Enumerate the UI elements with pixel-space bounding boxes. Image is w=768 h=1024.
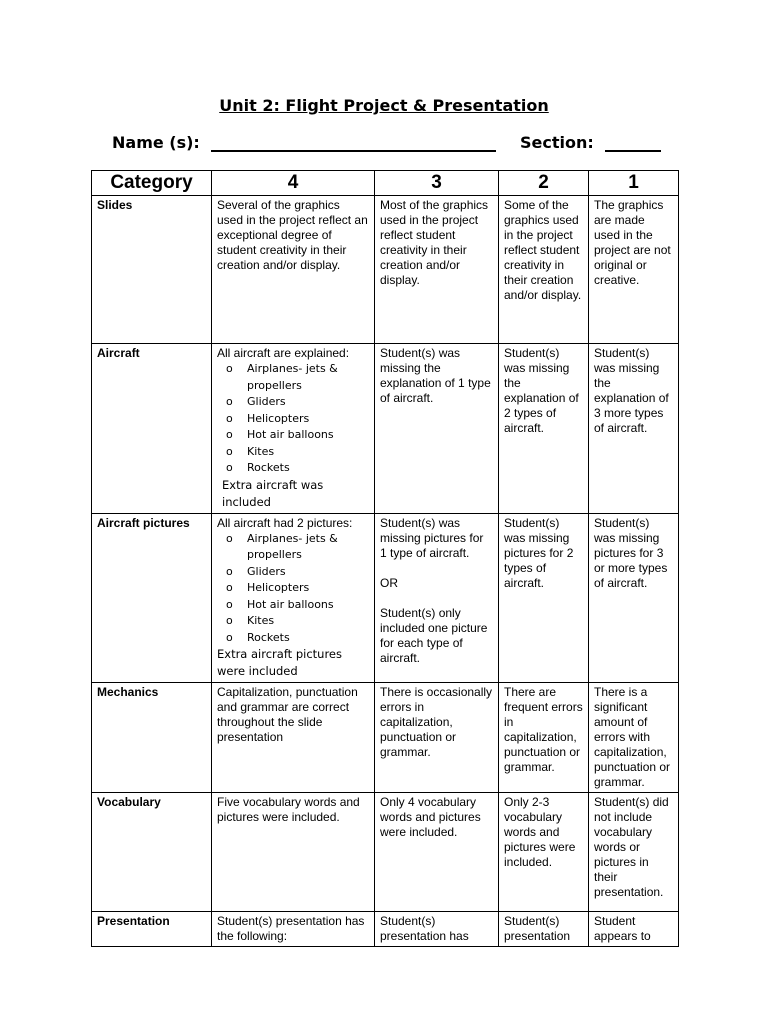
aircraft-extra: Extra aircraft was included <box>222 477 324 509</box>
aircraft-pictures-extra: Extra aircraft pictures were included <box>217 647 342 678</box>
vocabulary-score-1: Student(s) did not include vocabulary words or pictures in their presentation. <box>589 793 679 912</box>
category-aircraft: Aircraft <box>92 344 212 514</box>
presentation-score-2: Student(s) presentation <box>499 912 589 947</box>
aircraft-pictures-score-1: Student(s) was missing pictures for 3 or more types of aircraft. <box>589 513 679 683</box>
aircraft-pictures-score-3 <box>375 513 499 683</box>
vocabulary-score-4: Five vocabulary words and pictures were included. <box>212 793 375 912</box>
aircraft-pictures-intro: All aircraft had 2 pictures: <box>217 515 353 530</box>
header-score-4: 4 <box>212 171 375 196</box>
rubric-table <box>91 170 679 947</box>
name-label: Name (s): <box>112 133 200 152</box>
category-aircraft-pictures: Aircraft pictures <box>92 513 212 683</box>
aircraft-type-list <box>219 361 369 477</box>
aircraft-score-3: Student(s) was missing the explanation of 1 type of aircraft. <box>375 344 499 514</box>
list-item: o Kites <box>219 613 369 630</box>
aircraft-score-2: Student(s) was missing the explanation of 2 types of aircraft. <box>499 344 589 514</box>
category-mechanics: Mechanics <box>92 683 212 793</box>
list-item: o Helicopters <box>219 411 369 428</box>
list-item: o Gliders <box>219 394 369 411</box>
aircraft-score-4 <box>212 344 375 514</box>
row-vocabulary <box>92 793 679 912</box>
slides-score-1: The graphics are made used in the project are not original or creative. <box>589 196 679 344</box>
aircraft-pictures-type-list <box>219 531 369 647</box>
aircraft-score-1: Student(s) was missing the explanation of 3 more types of aircraft. <box>589 344 679 514</box>
vocabulary-score-3: Only 4 vocabulary words and pictures were included. <box>375 793 499 912</box>
row-mechanics <box>92 683 679 793</box>
list-item: o Rockets <box>219 460 369 477</box>
slides-score-2: Some of the graphics used in the project reflect student creativity in their creation and/or display. <box>499 196 589 344</box>
presentation-score-1: Student appears to <box>589 912 679 947</box>
list-item: o Hot air balloons <box>219 427 369 444</box>
aircraft-pictures-3-or: OR <box>380 575 398 590</box>
mechanics-score-2: There are frequent errors in capitalization, punctuation or grammar. <box>499 683 589 793</box>
mechanics-score-1: There is a significant amount of errors with capitalization, punctuation or grammar. <box>589 683 679 793</box>
vocabulary-score-2: Only 2-3 vocabulary words and pictures were included. <box>499 793 589 912</box>
header-score-1: 1 <box>589 171 679 196</box>
aircraft-intro: All aircraft are explained: <box>217 346 350 360</box>
row-aircraft <box>92 344 679 514</box>
aircraft-pictures-3a: Student(s) was missing pictures for 1 type of aircraft. <box>380 515 484 560</box>
category-vocabulary: Vocabulary <box>92 793 212 912</box>
category-presentation: Presentation <box>92 912 212 947</box>
list-item: o Gliders <box>219 564 369 581</box>
aircraft-pictures-score-2: Student(s) was missing pictures for 2 types of aircraft. <box>499 513 589 683</box>
header-score-3: 3 <box>375 171 499 196</box>
row-presentation <box>92 912 679 947</box>
mechanics-score-4: Capitalization, punctuation and grammar are correct throughout the slide presentation <box>212 683 375 793</box>
name-blank[interactable] <box>211 134 496 152</box>
category-slides: Slides <box>92 196 212 344</box>
slides-score-4: Several of the graphics used in the project reflect an exceptional degree of student creativity in their creation and/or display. <box>212 196 375 344</box>
row-slides <box>92 196 679 344</box>
header-score-2: 2 <box>499 171 589 196</box>
list-item: o Helicopters <box>219 580 369 597</box>
section-label: Section: <box>519 133 594 152</box>
section-blank[interactable] <box>605 134 661 152</box>
header-row <box>92 171 679 196</box>
presentation-score-3: Student(s) presentation has <box>375 912 499 947</box>
list-item: o Airplanes- jets & propellers <box>219 361 369 394</box>
list-item: o Rockets <box>219 630 369 647</box>
header-category: Category <box>92 171 212 196</box>
row-aircraft-pictures <box>92 513 679 683</box>
mechanics-score-3: There is occasionally errors in capitalization, punctuation or grammar. <box>375 683 499 793</box>
aircraft-pictures-3b: Student(s) only included one picture for each type of aircraft. <box>380 605 488 665</box>
list-item: o Kites <box>219 444 369 461</box>
slides-score-3: Most of the graphics used in the project reflect student creativity in their creation and/or display. <box>375 196 499 344</box>
name-section-line <box>112 133 661 152</box>
document-title: Unit 2: Flight Project & Presentation <box>219 96 549 115</box>
list-item: o Hot air balloons <box>219 597 369 614</box>
aircraft-pictures-score-4 <box>212 513 375 683</box>
list-item: o Airplanes- jets & propellers <box>219 531 369 564</box>
presentation-score-4: Student(s) presentation has the following: <box>212 912 375 947</box>
